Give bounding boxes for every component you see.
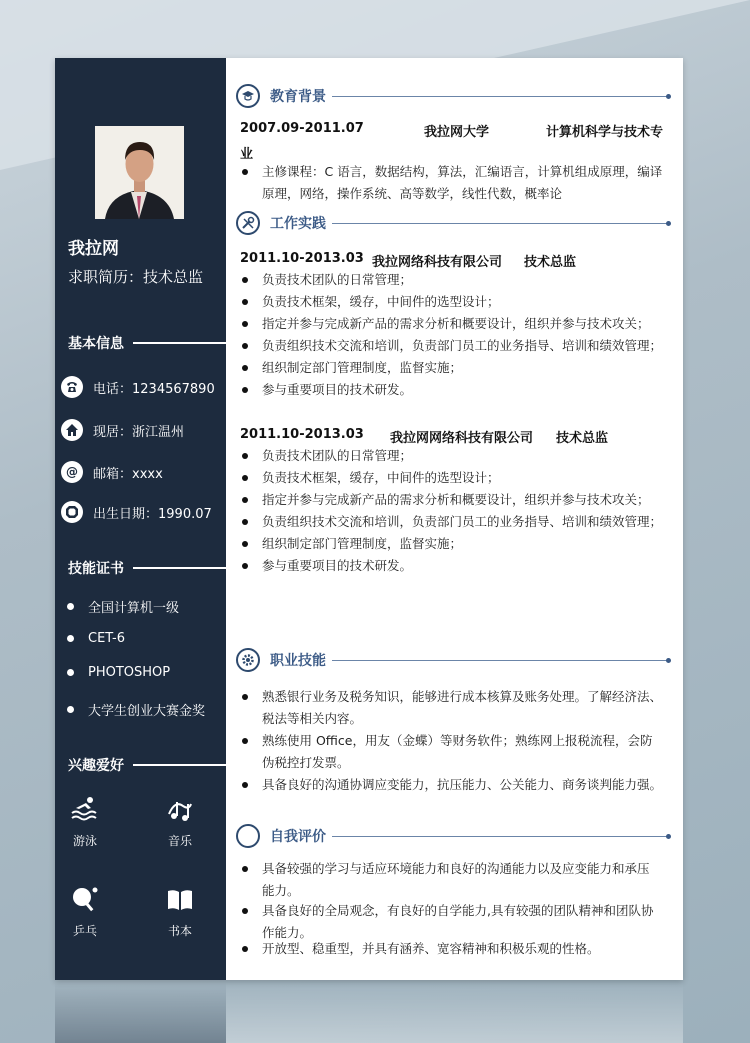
hobby-label: 乒乓	[72, 924, 97, 938]
section-divider	[332, 660, 668, 661]
bullet-icon	[67, 669, 74, 676]
text-line: 开放型、稳重型，并具有涵养、宽容精神和积极乐观的性格。	[262, 941, 600, 956]
page-reflection	[55, 982, 683, 1043]
bullet-icon	[67, 635, 74, 642]
job-period: 2011.10-2013.03	[240, 427, 364, 442]
education-header	[236, 82, 668, 110]
education-period: 2007.09-2011.07	[240, 121, 364, 136]
contact-phone-text: 电话：1234567890	[93, 381, 215, 397]
hobby-label: 游泳	[72, 834, 97, 848]
bullet-icon	[67, 603, 74, 610]
section-title: 职业技能	[270, 653, 326, 669]
contact-home	[61, 417, 184, 443]
basic-info-heading: 基本信息	[68, 336, 124, 352]
skill-item	[67, 631, 125, 646]
job-position: 技术总监	[524, 255, 577, 270]
job-duty: 负责技术框架，缓存，中间件的选型设计；	[240, 467, 665, 489]
self-eval-item	[240, 858, 665, 902]
divider	[133, 342, 226, 344]
contact-phone	[61, 374, 215, 400]
home-icon	[61, 419, 83, 441]
main-content	[226, 58, 683, 980]
section-title: 自我评价	[270, 829, 326, 845]
skill-label: 大学生创业大赛金奖	[88, 704, 206, 719]
book-icon	[165, 884, 195, 914]
job-duty: 负责技术团队的日常管理；	[240, 269, 665, 291]
sidebar	[55, 58, 226, 980]
section-title: 工作实践	[270, 216, 326, 232]
contact-home-text: 现居：浙江温州	[93, 424, 185, 440]
text-line: 主修课程：C 语言，数据结构，算法，汇编语言，计算机组成原理，编译	[262, 164, 663, 179]
professional-skill-item	[240, 686, 665, 730]
bullet-icon	[67, 706, 74, 713]
hobby-swimming	[55, 794, 115, 849]
skill-item	[67, 665, 170, 680]
skill-item	[67, 700, 205, 719]
section-divider	[332, 836, 668, 837]
job-position: 技术总监	[556, 431, 609, 446]
profile-photo	[95, 126, 184, 219]
skills-heading: 技能证书	[68, 561, 124, 577]
reflection-sidebar	[55, 982, 226, 1043]
hobby-label: 书本	[167, 924, 192, 938]
text-line: 具备较强的学习与适应环境能力和良好的沟通能力以及应变能力和承压	[262, 861, 650, 876]
gear-icon	[236, 648, 260, 672]
job-duty: 参与重要项目的技术研发。	[240, 555, 665, 577]
circle-icon	[236, 824, 260, 848]
text-line: 伪税控打发票。	[262, 755, 350, 770]
hobbies-heading: 兴趣爱好	[68, 758, 124, 774]
text-line: 能力。	[262, 883, 300, 898]
job-title: 求职简历：技术总监	[68, 268, 204, 286]
text-line: 税法等相关内容。	[262, 711, 363, 726]
music-icon	[165, 794, 195, 824]
contact-email-text: 邮箱：xxxx	[93, 466, 163, 482]
job-duty: 参与重要项目的技术研发。	[240, 379, 665, 401]
text-line: 熟悉银行业务及税务知识，能够进行成本核算及账务处理。了解经济法、	[262, 689, 663, 704]
portrait-image	[95, 126, 184, 219]
reflection-main	[226, 982, 683, 1043]
hobby-music	[150, 794, 210, 849]
contact-birthday-text: 出生日期：1990.07	[93, 506, 212, 522]
education-school: 我拉网大学	[424, 125, 490, 140]
clock-icon	[61, 501, 83, 523]
education-courses	[240, 161, 665, 205]
job-duty: 组织制定部门管理制度，监督实施；	[240, 533, 665, 555]
professional-skills-header	[236, 646, 668, 674]
text-line: 具备良好的沟通协调应变能力，抗压能力、公关能力、商务谈判能力强。	[262, 777, 663, 792]
job-duty: 负责组织技术交流和培训，负责部门员工的业务指导、培训和绩效管理；	[240, 335, 665, 357]
job-company: 我拉网网络科技有限公司	[390, 431, 534, 446]
tools-icon	[236, 211, 260, 235]
contact-birthday	[61, 499, 212, 525]
job-duty: 指定并参与完成新产品的需求分析和概要设计，组织并参与技术攻关；	[240, 489, 665, 511]
at-icon: @	[61, 461, 83, 483]
professional-skill-item	[240, 774, 665, 796]
divider	[133, 764, 226, 766]
text-line: 原理，网络，操作系统、高等数学，线性代数，概率论	[262, 186, 563, 201]
self-evaluation-header	[236, 822, 668, 850]
ping-pong-icon	[70, 884, 100, 914]
job-company: 我拉网络科技有限公司	[372, 255, 503, 270]
job-period: 2011.10-2013.03	[240, 251, 364, 266]
text-line: 作能力。	[262, 925, 313, 940]
text-line: 具备良好的全局观念，有良好的自学能力,具有较强的团队精神和团队协	[262, 903, 654, 918]
section-title: 教育背景	[270, 89, 326, 105]
job-duty: 负责技术框架，缓存，中间件的选型设计；	[240, 291, 665, 313]
phone-icon	[61, 376, 83, 398]
education-major: 计算机科学与技术专	[546, 125, 664, 140]
hobby-label: 音乐	[167, 834, 192, 848]
person-name: 我拉网	[68, 239, 119, 259]
self-eval-item	[240, 938, 665, 960]
contact-email	[61, 459, 163, 485]
job-duty: 负责组织技术交流和培训，负责部门员工的业务指导、培训和绩效管理；	[240, 511, 665, 533]
section-divider	[332, 223, 668, 224]
skill-label: CET-6	[88, 631, 126, 646]
job-duty: 指定并参与完成新产品的需求分析和概要设计，组织并参与技术攻关；	[240, 313, 665, 335]
job-duty: 组织制定部门管理制度，监督实施；	[240, 357, 665, 379]
divider	[133, 567, 226, 569]
education-major-wrap: 业	[240, 147, 254, 162]
graduation-cap-icon	[236, 84, 260, 108]
resume-page	[55, 58, 683, 980]
skill-label: 全国计算机一级	[88, 601, 180, 616]
work-header	[236, 209, 668, 237]
skill-label: PHOTOSHOP	[88, 665, 171, 680]
hobby-book	[150, 884, 210, 939]
professional-skill-item	[240, 730, 665, 774]
swimming-icon	[70, 794, 100, 824]
hobby-pingpong	[55, 884, 115, 939]
skill-item	[67, 597, 179, 616]
job-duty: 负责技术团队的日常管理；	[240, 445, 665, 467]
section-divider	[332, 96, 668, 97]
text-line: 熟练使用 Office，用友（金蝶）等财务软件；熟练网上报税流程，会防	[262, 733, 653, 748]
